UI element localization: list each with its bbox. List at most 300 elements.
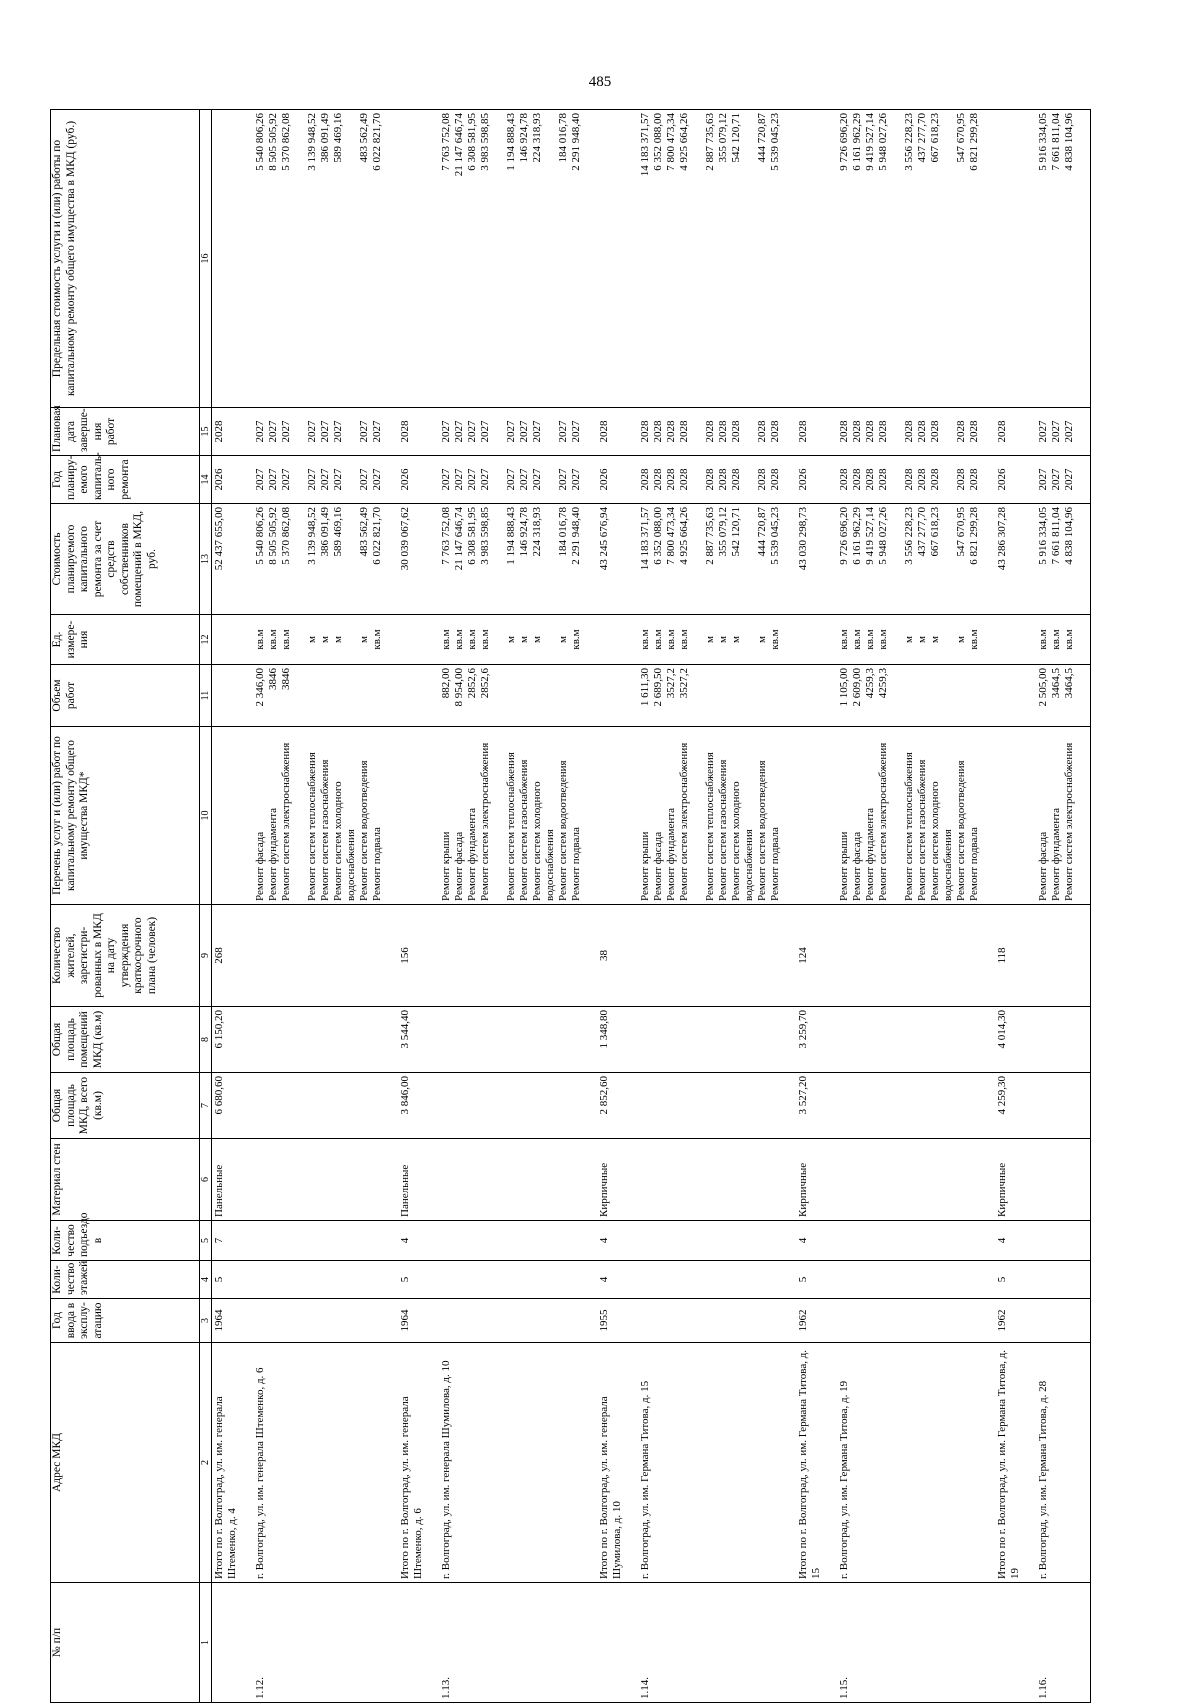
floors: 5 [398,1261,439,1299]
work-year-cell [212,456,253,504]
work-name: Ремонт систем газоснабжения [318,759,331,901]
work-end: 2027 [305,420,318,443]
floors: 5 [212,1261,253,1299]
work-name: Ремонт систем водоотведения [954,760,967,901]
work-year-cell [398,456,439,504]
work-cost: 3 139 948,52 [305,507,318,565]
work-name: Ремонт систем газоснабжения [915,759,928,901]
work-name: Ремонт систем теплоснабжения [703,752,716,901]
entrances: 7 [212,1221,253,1261]
work-end: 2027 [1062,420,1075,443]
column-number: 1 [200,1583,212,1703]
work-name-cell [398,727,439,905]
total-repair-year: 2026 [995,468,1008,491]
work-name: Ремонт систем электроснабжения [876,742,889,901]
work-unit: кв.м [279,629,292,650]
work-limit: 542 120,71 [729,113,742,163]
work-year-cell [439,456,597,504]
work-end: 2028 [651,420,664,443]
row-number: 1.12. [253,1583,398,1703]
total-area [1036,1073,1091,1139]
work-limit: 224 318,93 [530,113,543,163]
work-name: Ремонт систем теплоснабжения [305,752,318,901]
work-name-cell [253,727,398,905]
residents: 156 [398,905,439,1007]
work-end-cell [212,408,253,456]
header-cell: Общая площадь МКД, всего (кв.м) [51,1073,200,1139]
commission-year: 1964 [398,1299,439,1343]
header-cell: Перечень услуг и (или) работ по капитальному ремонту общего имущества МКД* [51,727,200,905]
work-volume [557,668,570,723]
table-row [398,110,439,1703]
work-year-cell [638,456,796,504]
work-cost [492,507,505,611]
header-cell: Коли-чество этажей [51,1261,200,1299]
work-limit: 6 821 299,28 [967,113,980,171]
header-cell: Объем работ [51,665,200,727]
premises-area [1036,1007,1091,1073]
residents [837,905,995,1007]
work-unit-cell [398,615,439,665]
wall-material: Панельные [398,1139,439,1221]
work-name [492,730,505,901]
work-cost: 6 821 299,28 [967,507,980,565]
work-unit: кв.м [253,629,266,650]
total-end-date: 2028 [796,420,809,443]
work-name: Ремонт фундамента [664,807,677,901]
work-unit: кв.м [266,629,279,650]
work-volume: 3527,2 [677,668,690,699]
address: г. Волгоград, ул. им. Германа Титова, д. 15 [638,1343,796,1583]
work-name: Ремонт систем холодного водоснабжения [530,781,556,901]
row-number: 1.16. [1036,1583,1091,1703]
total-area: 3 846,00 [398,1073,439,1139]
work-limit: 6 161 962,29 [850,113,863,171]
work-year: 2027 [305,468,318,491]
premises-area: 4 014,30 [995,1007,1036,1073]
work-year: 2028 [703,468,716,491]
work-volume [929,668,955,723]
work-limit: 7 661 811,04 [1049,113,1062,171]
work-year: 2027 [266,468,279,491]
work-limit-cell [638,110,796,408]
work-end: 2027 [517,420,530,443]
work-year: 2027 [569,468,582,491]
work-name-cell [837,727,995,905]
entrances: 4 [995,1221,1036,1261]
work-end: 2027 [465,420,478,443]
work-end: 2028 [755,420,768,443]
table-row [837,110,995,1703]
work-unit: кв.м [850,629,863,650]
residents: 118 [995,905,1036,1007]
work-end: 2027 [279,420,292,443]
total-end-date: 2028 [597,420,610,443]
work-unit: м [530,636,543,643]
commission-year: 1962 [995,1299,1036,1343]
work-unit: кв.м [677,629,690,650]
work-limit: 6 022 821,70 [370,113,383,171]
wall-material: Кирпичные [597,1139,638,1221]
work-cost: 386 091,49 [318,507,331,557]
work-volume [518,668,531,723]
address: г. Волгоград, ул. им. Германа Титова, д. 28 [1036,1343,1091,1583]
work-volume-cell [638,665,796,727]
work-volume-cell [995,665,1036,727]
work-end-cell [253,408,398,456]
row-number [398,1583,439,1703]
work-unit-cell [253,615,398,665]
total-area [638,1073,796,1139]
work-end: 2027 [370,420,383,443]
total-area: 3 527,20 [796,1073,837,1139]
column-number: 7 [200,1073,212,1139]
work-cost-cell [995,504,1036,615]
residents [253,905,398,1007]
work-unit: м [357,636,370,643]
work-end: 2027 [253,420,266,443]
table-row [796,110,837,1703]
work-limit: 9 726 696,20 [837,113,850,171]
table-row [638,110,796,1703]
entrances: 4 [398,1221,439,1261]
work-end [293,411,306,452]
work-cost-cell [212,504,253,615]
work-unit: м [954,636,967,643]
work-unit: м [928,636,941,643]
work-cost: 5 540 806,26 [253,507,266,565]
wall-material [439,1139,597,1221]
work-limit-cell [398,110,439,408]
work-name: Ремонт систем газоснабжения [716,759,729,901]
work-name-cell [796,727,837,905]
total-area: 2 852,60 [597,1073,638,1139]
entrances [638,1221,796,1261]
work-volume: 1 105,00 [837,668,850,707]
work-unit [492,618,505,661]
work-volume [531,668,557,723]
work-limit: 14 183 371,57 [638,113,651,177]
work-end: 2028 [729,420,742,443]
work-volume: 8 954,00 [452,668,465,707]
work-volume [890,668,903,723]
header-cell: Ед. измере-ния [51,615,200,665]
address: Итого по г. Волгоград, ул. им. генерала Штеменко, д. 4 [212,1343,253,1583]
header-cell: Материал стен [51,1139,200,1221]
work-volume: 3846 [279,668,292,690]
work-unit: кв.м [478,629,491,650]
work-cost: 5 370 862,08 [279,507,292,565]
work-unit: м [331,636,344,643]
work-year: 2027 [357,468,370,491]
work-year: 2027 [1049,468,1062,491]
column-number: 10 [200,727,212,905]
work-limit: 667 618,23 [928,113,941,163]
total-cost: 43 030 298,73 [796,507,809,571]
work-volume-cell [439,665,597,727]
work-year: 2028 [716,468,729,491]
work-end-cell [995,408,1036,456]
total-cost: 43 245 676,94 [597,507,610,571]
work-cost: 9 419 527,14 [863,507,876,565]
work-unit: кв.м [439,629,452,650]
work-limit: 2 887 735,63 [703,113,716,171]
work-end: 2028 [677,420,690,443]
floors [253,1261,398,1299]
header-cell: Коли-чество подъездо в [51,1221,200,1261]
premises-area: 3 259,70 [796,1007,837,1073]
work-volume [358,668,371,723]
work-limit: 7 800 473,34 [664,113,677,171]
work-year: 2027 [478,468,491,491]
work-year: 2028 [876,468,889,491]
work-end: 2028 [664,420,677,443]
work-volume: 3527,2 [664,668,677,699]
work-limit: 184 016,78 [556,113,569,163]
work-name: Ремонт систем холодного водоснабжения [928,781,954,901]
work-cost: 7 800 473,34 [664,507,677,565]
work-volume: 3464,5 [1062,668,1075,699]
work-volume [756,668,769,723]
column-number: 16 [200,110,212,408]
total-area [253,1073,398,1139]
work-name: Ремонт систем теплоснабжения [504,752,517,901]
total-cost: 43 286 307,28 [995,507,1008,571]
work-year-cell [253,456,398,504]
work-unit: м [318,636,331,643]
work-unit: кв.м [465,629,478,650]
entrances [1036,1221,1091,1261]
work-year [293,459,306,500]
work-name-cell [995,727,1036,905]
column-number-row [200,110,212,1703]
work-volume [955,668,968,723]
work-year: 2028 [915,468,928,491]
total-repair-year: 2026 [213,468,225,491]
wall-material: Кирпичные [995,1139,1036,1221]
entrances: 4 [796,1221,837,1261]
work-volume [704,668,717,723]
work-limit: 444 720,87 [755,113,768,163]
work-unit: м [716,636,729,643]
work-cost-cell [796,504,837,615]
work-end: 2028 [850,420,863,443]
premises-area: 6 150,20 [212,1007,253,1073]
work-unit: кв.м [837,629,850,650]
work-end-cell [837,408,995,456]
work-unit: кв.м [569,629,582,650]
work-end-cell [796,408,837,456]
wall-material [638,1139,796,1221]
work-cost-cell [439,504,597,615]
floors [837,1261,995,1299]
premises-area [638,1007,796,1073]
work-year: 2027 [452,468,465,491]
work-cost: 667 618,23 [928,507,941,557]
work-unit [293,618,306,661]
work-cost: 4 925 664,26 [677,507,690,565]
work-limit: 9 419 527,14 [863,113,876,171]
work-cost: 5 539 045,23 [768,507,781,565]
work-volume: 2 505,00 [1036,668,1049,707]
header-cell: Плановая дата заверше-ния работ [51,408,200,456]
row-number [212,1583,253,1703]
total-repair-year: 2026 [796,468,809,491]
work-name: Ремонт систем водоотведения [357,760,370,901]
work-volume-cell [1036,665,1091,727]
entrances: 4 [597,1221,638,1261]
work-volume: 4259,3 [863,668,876,699]
work-year-cell [796,456,837,504]
work-unit: м [517,636,530,643]
work-unit: м [305,636,318,643]
work-end: 2028 [902,420,915,443]
work-volume [371,668,384,723]
work-end: 2028 [703,420,716,443]
residents: 38 [597,905,638,1007]
header-row [51,110,200,1703]
work-end [691,411,704,452]
column-number: 14 [200,456,212,504]
work-end [890,411,903,452]
table-row [597,110,638,1703]
work-name: Ремонт фундамента [266,807,279,901]
work-unit-cell [796,615,837,665]
work-year: 2027 [1036,468,1049,491]
total-area: 6 680,60 [212,1073,253,1139]
work-end-cell [398,408,439,456]
work-unit: м [902,636,915,643]
work-unit [691,618,704,661]
work-limit [890,113,903,404]
work-limit: 5 916 334,05 [1036,113,1049,171]
premises-area [439,1007,597,1073]
work-name: Ремонт систем электроснабжения [478,742,491,901]
commission-year [638,1299,796,1343]
work-cost: 6 161 962,29 [850,507,863,565]
work-year: 2027 [504,468,517,491]
work-cost: 444 720,87 [755,507,768,557]
work-name-cell [439,727,597,905]
premises-area [253,1007,398,1073]
work-volume: 3464,5 [1049,668,1062,699]
wall-material [1036,1139,1091,1221]
wall-material: Кирпичные [796,1139,837,1221]
work-volume: 2852,6 [478,668,491,699]
address: Итого по г. Волгоград, ул. им. Германа Титова, д. 19 [995,1343,1036,1583]
column-number: 12 [200,615,212,665]
work-end: 2027 [478,420,491,443]
work-volume-cell [253,665,398,727]
work-limit: 5 540 806,26 [253,113,266,171]
wall-material [837,1139,995,1221]
row-number: 1.14. [638,1583,796,1703]
work-year: 2027 [318,468,331,491]
work-end: 2028 [837,420,850,443]
work-cost: 547 670,95 [954,507,967,557]
premises-area: 3 544,40 [398,1007,439,1073]
work-limit: 21 147 646,74 [452,113,465,177]
work-volume [332,668,358,723]
premises-area [837,1007,995,1073]
work-end: 2028 [954,420,967,443]
work-year: 2028 [729,468,742,491]
work-unit: м [755,636,768,643]
work-unit-cell [597,615,638,665]
work-unit [890,618,903,661]
work-end [492,411,505,452]
work-name [890,730,903,901]
table-row [995,110,1036,1703]
work-end: 2028 [863,420,876,443]
work-volume [717,668,730,723]
header-cell: Общая площадь помещений МКД (кв.м) [51,1007,200,1073]
column-number: 15 [200,408,212,456]
header-cell: Количество жителей, зарегистри-рованных в МКД на дату утверждения краткосрочного плана (человек) [51,905,200,1007]
commission-year [439,1299,597,1343]
work-volume [306,668,319,723]
work-name [691,730,704,901]
work-cost-cell [597,504,638,615]
column-number: 11 [200,665,212,727]
work-unit-cell [837,615,995,665]
work-year: 2027 [439,468,452,491]
work-end: 2027 [530,420,543,443]
header-cell: Предельная стоимость услуги и (или) работы по капитальному ремонту общего имущества в МКД (руб.) [51,110,200,408]
entrances [253,1221,398,1261]
work-volume-cell [597,665,638,727]
work-unit-cell [995,615,1036,665]
work-cost: 14 183 371,57 [638,507,651,571]
work-unit-cell [212,615,253,665]
work-limit: 589 469,16 [331,113,344,163]
work-year: 2028 [967,468,980,491]
work-cost: 146 924,78 [517,507,530,557]
work-cost: 483 562,49 [357,507,370,557]
work-cost-cell [253,504,398,615]
work-volume: 2 609,00 [850,668,863,707]
work-unit: кв.м [452,629,465,650]
work-name: Ремонт фундамента [465,807,478,901]
work-limit: 5 948 027,26 [876,113,889,171]
work-limit: 3 556 228,23 [902,113,915,171]
work-limit: 386 091,49 [318,113,331,163]
work-year: 2027 [279,468,292,491]
work-volume [492,668,505,723]
work-limit-cell [439,110,597,408]
address: г. Волгоград, ул. им. генерала Штеменко, д. 6 [253,1343,398,1583]
floors [439,1261,597,1299]
address: г. Волгоград, ул. им. Германа Титова, д. 19 [837,1343,995,1583]
work-name: Ремонт подвала [768,827,781,901]
work-name: Ремонт систем теплоснабжения [902,752,915,901]
work-cost: 6 308 581,95 [465,507,478,565]
work-name-cell [638,727,796,905]
work-year: 2028 [863,468,876,491]
work-cost-cell [837,504,995,615]
work-end: 2027 [556,420,569,443]
commission-year: 1962 [796,1299,837,1343]
commission-year [1036,1299,1091,1343]
work-volume: 3846 [266,668,279,690]
table-row [1036,110,1091,1703]
work-end: 2028 [928,420,941,443]
work-cost-cell [638,504,796,615]
row-number: 1.15. [837,1583,995,1703]
work-end: 2027 [357,420,370,443]
work-year: 2028 [664,468,677,491]
work-cost: 184 016,78 [556,507,569,557]
